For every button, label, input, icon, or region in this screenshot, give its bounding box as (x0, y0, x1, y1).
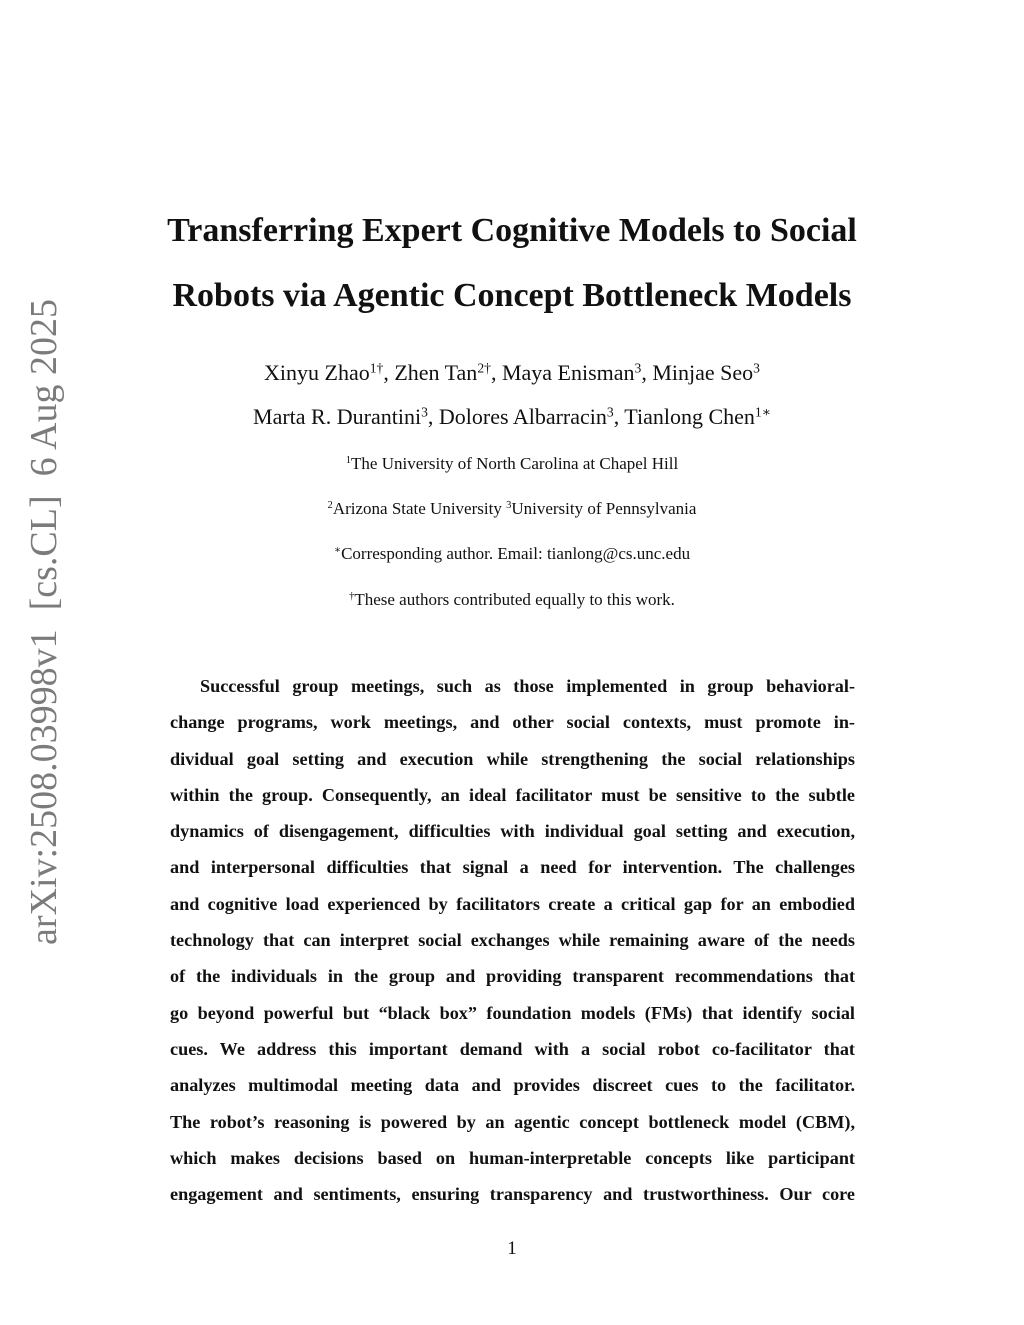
author-affiliation-mark: 3 (753, 360, 760, 376)
abstract-line: go beyond powerful but “black box” foundation models (FMs) that identify social (170, 1002, 855, 1023)
author-affiliation-mark: 3 (634, 360, 642, 376)
abstract-line: cues. We address this important demand with a social robot co-facilitator that (170, 1038, 855, 1059)
author-affiliation-mark: 1† (369, 360, 384, 376)
abstract-line: The robot’s reasoning is powered by an agentic concept bottleneck model (CBM), (170, 1111, 855, 1132)
author-separator: , (613, 404, 625, 429)
author-name: Maya Enisman (501, 360, 635, 385)
author-affiliation-mark: 3 (421, 404, 428, 420)
paper-title-line-1: Transferring Expert Cognitive Models to Social (167, 212, 857, 249)
footnote-mark: † (349, 591, 355, 603)
page-number: 1 (507, 1238, 517, 1259)
equal-contribution-note (112, 591, 912, 608)
affiliation-mark: 2 (327, 500, 333, 512)
author-affiliation-mark: 3 (606, 404, 614, 420)
affiliation-text: University of Pennsylvania (511, 499, 697, 518)
abstract-line: which makes decisions based on human-interpretable concepts like participant (170, 1147, 855, 1168)
abstract-line: engagement and sentiments, ensuring transparency and trustworthiness. Our core (170, 1184, 855, 1205)
paper-title-line-2: Robots via Agentic Concept Bottleneck Models (172, 277, 852, 314)
affiliation-mark: 3 (506, 500, 512, 512)
corresponding-author-text: Corresponding author. Email: tianlong@cs.unc.edu (341, 544, 691, 563)
author-name: Zhen Tan (394, 360, 478, 385)
abstract-line: and cognitive load experienced by facilitators create a critical gap for an embodied (170, 893, 855, 914)
author-name: Tianlong Chen (624, 404, 755, 429)
author-separator: , (490, 360, 502, 385)
abstract-line: change programs, work meetings, and other social contexts, must promote in- (170, 712, 855, 733)
author-affiliation-mark: 2† (477, 360, 491, 376)
author-separator: , (641, 360, 653, 385)
abstract-line: dynamics of disengagement, difficulties with individual goal setting and execution, (170, 821, 855, 842)
author-affiliation-mark: 1∗ (754, 404, 771, 420)
author-separator: , (383, 360, 395, 385)
affiliation-asu-upenn (112, 500, 912, 517)
affiliation-text: The University of North Carolina at Chapel Hill (351, 454, 679, 473)
author-line-2 (112, 406, 912, 428)
abstract-line: dividual goal setting and execution while strengthening the social relationships (170, 748, 855, 769)
affiliation-unc (112, 455, 912, 472)
affiliation-text: Arizona State University (332, 499, 507, 518)
equal-contribution-text: These authors contributed equally to this work. (354, 590, 675, 609)
author-name: Minjae Seo (652, 360, 754, 385)
author-separator: , (427, 404, 439, 429)
abstract-line: of the individuals in the group and providing transparent recommendations that (170, 966, 855, 987)
abstract-line: Successful group meetings, such as those implemented in group behavioral- (200, 676, 855, 696)
affiliation-mark: 1 (345, 455, 352, 467)
abstract-line: within the group. Consequently, an ideal facilitator must be sensitive to the subtle (170, 784, 855, 805)
author-name: Dolores Albarracin (438, 404, 607, 429)
author-name: Xinyu Zhao (264, 360, 370, 385)
author-name: Marta R. Durantini (253, 404, 422, 429)
footnote-mark: ∗ (333, 545, 342, 557)
abstract-line: technology that can interpret social exchanges while remaining aware of the needs (170, 930, 855, 951)
corresponding-author-note (112, 545, 912, 562)
abstract-line: and interpersonal difficulties that signal a need for intervention. The challenges (170, 857, 855, 878)
arxiv-identifier-stamp: arXiv:2508.03998v1 [cs.CL] 6 Aug 2025 (23, 299, 65, 945)
abstract (170, 668, 855, 1212)
abstract-line: analyzes multimodal meeting data and provides discreet cues to the facilitator. (170, 1075, 855, 1096)
author-line-1 (112, 362, 912, 384)
